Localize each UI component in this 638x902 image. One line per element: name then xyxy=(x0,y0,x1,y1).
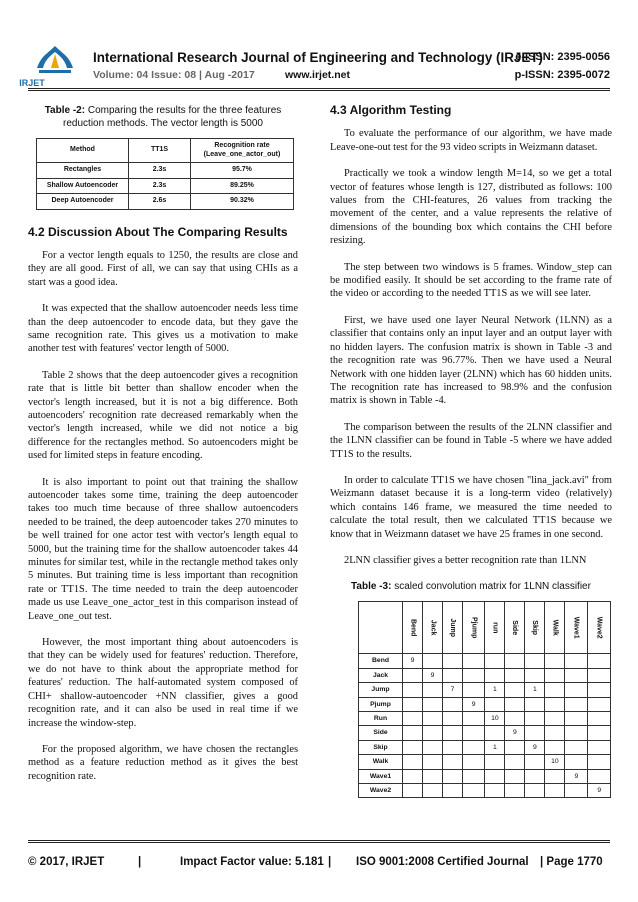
table3-cell: 10 xyxy=(545,755,565,769)
table3-cell xyxy=(403,726,423,740)
journal-website[interactable]: www.irjet.net xyxy=(285,69,350,81)
table-row xyxy=(359,755,611,769)
table3-cell: 9 xyxy=(565,769,588,783)
table2-caption-label: Table -2: xyxy=(44,105,86,116)
table-2 xyxy=(36,138,294,210)
p-issn: p-ISSN: 2395-0072 xyxy=(514,69,610,81)
table3-cell xyxy=(505,769,525,783)
logo-text: IRJET xyxy=(19,78,45,88)
table3-cell xyxy=(545,740,565,754)
table3-cell xyxy=(505,740,525,754)
table-row xyxy=(359,697,611,711)
table3-cell xyxy=(443,769,463,783)
table3-cell xyxy=(443,697,463,711)
table-row xyxy=(37,178,294,194)
table2-cell: 2.3s xyxy=(129,178,191,194)
table3-row-label: Pjump xyxy=(359,697,403,711)
table3-cell: 1 xyxy=(525,683,545,697)
table2-cell: 2.6s xyxy=(129,194,191,210)
table3-cell xyxy=(403,769,423,783)
table3-caption-text: scaled convolution matrix for 1LNN classifier xyxy=(391,581,591,593)
table3-cell: 9 xyxy=(463,697,485,711)
table3-cell: 9 xyxy=(403,654,423,668)
page-header xyxy=(0,0,638,92)
table3-row-label: Wave1 xyxy=(359,769,403,783)
table3-caption-label: Table -3: xyxy=(351,581,392,593)
table3-cell xyxy=(525,697,545,711)
paragraph: The step between two windows is 5 frames. Window_step can be modified easily. It should be set according to the frame rate of the video or according to the needed TT1S as we will see later. xyxy=(330,261,612,300)
table3-col-label: Side xyxy=(511,620,519,636)
table3-cell xyxy=(423,769,443,783)
table3-cell xyxy=(545,769,565,783)
table3-cell xyxy=(565,755,588,769)
table3-cell xyxy=(588,769,611,783)
table3-cell xyxy=(463,755,485,769)
table3-row-label: Skip xyxy=(359,740,403,754)
table3-cell xyxy=(588,683,611,697)
table3-cell xyxy=(443,668,463,682)
table3-col-header xyxy=(565,602,588,654)
table3-cell xyxy=(463,726,485,740)
table3-cell xyxy=(463,668,485,682)
table3-cell xyxy=(403,784,423,798)
table2-cell: 89.25% xyxy=(191,178,294,194)
table3-cell xyxy=(403,697,423,711)
table3-cell xyxy=(485,654,505,668)
header-rule-2 xyxy=(28,90,610,91)
table3-cell xyxy=(463,654,485,668)
paragraph: The comparison between the results of the 2LNN classifier and the 1LNN classifier can be found in Table -5 where we have added TT1S to the results. xyxy=(330,421,612,460)
left-column xyxy=(28,104,298,796)
table3-cell xyxy=(525,755,545,769)
table2-cell: 2.3s xyxy=(129,163,191,179)
table3-col-header xyxy=(545,602,565,654)
table3-cell xyxy=(485,784,505,798)
table3-cell xyxy=(403,683,423,697)
table3-cell xyxy=(423,654,443,668)
table3-cell xyxy=(403,712,423,726)
table3-col-label: Wave1 xyxy=(573,616,581,639)
table3-cell xyxy=(463,769,485,783)
table3-cell xyxy=(443,654,463,668)
table3-col-header xyxy=(485,602,505,654)
paragraph: To evaluate the performance of our algorithm, we have made Leave-one-out test for the 93 video scripts in Weizmann dataset. xyxy=(330,128,612,153)
table3-cell xyxy=(565,683,588,697)
table3-cell xyxy=(403,668,423,682)
table2-cell: 90.32% xyxy=(191,194,294,210)
header-rule xyxy=(28,88,610,89)
table2-header-method: Method xyxy=(37,139,129,163)
table3-caption xyxy=(330,580,612,593)
paragraph: In order to calculate TT1S we have chosen "lina_jack.avi" from Weizmann dataset because it is a long-term video (relatively) which contains 146 frame, we measured the time needed to calculate the total result, then we calculated TT1S because we know that in Weizmann dataset we have 25 frames in one second. xyxy=(330,474,612,540)
table3-cell xyxy=(505,668,525,682)
table3-cell xyxy=(485,697,505,711)
table3-col-label: Wave2 xyxy=(595,616,603,639)
table3-cell xyxy=(463,740,485,754)
table3-cell xyxy=(588,740,611,754)
table3-cell xyxy=(588,755,611,769)
table3-cell xyxy=(565,784,588,798)
table3-cell xyxy=(485,755,505,769)
table3-corner xyxy=(359,602,403,654)
footer-separator: | xyxy=(138,856,142,868)
table3-cell: 9 xyxy=(423,668,443,682)
table3-row-label: Jump xyxy=(359,683,403,697)
section-heading-4-2: 4.2 Discussion About The Comparing Results xyxy=(28,224,288,239)
table3-col-header xyxy=(403,602,423,654)
table2-cell: Shallow Autoencoder xyxy=(37,178,129,194)
table3-cell xyxy=(505,697,525,711)
table3-cell xyxy=(463,683,485,697)
table3-cell xyxy=(443,712,463,726)
table2-caption-text: Comparing the results for the three features reduction methods. The vector length is 5000 xyxy=(63,105,282,129)
table3-cell: 9 xyxy=(588,784,611,798)
table3-col-label: Walk xyxy=(551,619,559,636)
footer-iso: ISO 9001:2008 Certified Journal xyxy=(356,856,529,868)
table3-cell xyxy=(545,784,565,798)
table3-cell xyxy=(565,726,588,740)
table3-row-label: Run xyxy=(359,712,403,726)
table2-cell: Deep Autoencoder xyxy=(37,194,129,210)
table3-cell xyxy=(505,654,525,668)
table-row xyxy=(359,784,611,798)
table-row xyxy=(359,712,611,726)
paragraph: First, we have used one layer Neural Network (1LNN) as a classifier that contains only an input layer and an output layer with no hidden layers. The confusion matrix is shown in Table -3 and the recognition rate was 96.77%. Then we have used a Neural Network with one hidden layer (2LNN) which has 60 hidden units. The recognition rate has increased to 98.9% and the confusion matrix is shown in Table -4. xyxy=(330,314,612,407)
e-issn: e-ISSN: 2395-0056 xyxy=(515,51,610,63)
irjet-logo-icon xyxy=(33,44,77,76)
paragraph: 2LNN classifier gives a better recognition rate than 1LNN xyxy=(344,554,587,566)
table3-cell: 1 xyxy=(485,683,505,697)
table2-caption xyxy=(28,104,298,130)
table3-cell xyxy=(565,654,588,668)
table3-cell: 7 xyxy=(443,683,463,697)
table3-col-label: Pjump xyxy=(470,617,478,639)
table3-cell: 9 xyxy=(525,740,545,754)
footer-rule-2 xyxy=(28,842,610,843)
table3-cell xyxy=(545,712,565,726)
table3-header-row xyxy=(359,602,611,654)
table3-col-label: Jack xyxy=(429,620,437,636)
table3-cell xyxy=(505,755,525,769)
table3-cell xyxy=(588,654,611,668)
section-heading-4-3: 4.3 Algorithm Testing xyxy=(330,103,452,117)
table3-row-label: Side xyxy=(359,726,403,740)
table3-cell xyxy=(423,784,443,798)
table3-cell xyxy=(443,784,463,798)
table3-row-label: Walk xyxy=(359,755,403,769)
paragraph: For the proposed algorithm, we have chosen the rectangles method as a feature reduction method as it gives the best recognition rate. xyxy=(28,743,298,782)
table3-cell: 10 xyxy=(485,712,505,726)
table2-header-rate: Recognition rate (Leave_one_actor_out) xyxy=(191,139,294,163)
table3-cell xyxy=(463,784,485,798)
footer-page-number: | Page 1770 xyxy=(540,856,603,868)
table3-cell xyxy=(545,668,565,682)
footer-separator: | xyxy=(328,856,332,868)
table3-cell xyxy=(545,683,565,697)
table3-cell xyxy=(588,697,611,711)
table3-row-label: Jack xyxy=(359,668,403,682)
table-row xyxy=(37,194,294,210)
table3-cell xyxy=(403,755,423,769)
table2-cell: Rectangles xyxy=(37,163,129,179)
table2-header-row xyxy=(37,139,294,163)
table3-cell xyxy=(565,697,588,711)
table3-cell xyxy=(443,755,463,769)
table3-cell xyxy=(525,784,545,798)
table3-row-label: Wave2 xyxy=(359,784,403,798)
table3-cell xyxy=(525,769,545,783)
table3-cell: 9 xyxy=(505,726,525,740)
table3-cell xyxy=(423,697,443,711)
table3-cell xyxy=(545,697,565,711)
table-3 xyxy=(358,601,611,798)
table-row xyxy=(359,726,611,740)
table3-cell xyxy=(588,726,611,740)
table3-cell xyxy=(525,654,545,668)
table3-cell xyxy=(545,726,565,740)
right-column xyxy=(330,104,612,798)
table3-cell xyxy=(485,668,505,682)
paragraph: Practically we took a window length M=14, so we get a total vector of features whose length is 127, distributed as follows: 100 values from the CHI-features, 26 values from tracking the movement of the center, and a value represents the relative of dimensions of the bounding box which contains the CHI before resizing. xyxy=(330,168,612,247)
table3-cell xyxy=(565,712,588,726)
table3-cell xyxy=(565,668,588,682)
table3-col-header xyxy=(463,602,485,654)
table3-col-header xyxy=(423,602,443,654)
table3-cell xyxy=(485,726,505,740)
table3-cell xyxy=(423,683,443,697)
footer-impact-factor: Impact Factor value: 5.181 xyxy=(180,856,324,868)
footer-rule xyxy=(28,840,610,841)
table3-cell xyxy=(423,726,443,740)
paragraph: Table 2 shows that the deep autoencoder gives a recognition rate that is little bit better than shallow encoder when the vector's length increased, but it is not a big difference. Both autoencoders' recognition rate decreased remarkably when the vector's length increased, while we did not notice a big difference for the rectangles method. So autoencoders might be used for limited steps in feature encoding. xyxy=(28,369,298,462)
table-row xyxy=(359,668,611,682)
table3-col-header xyxy=(588,602,611,654)
table-row xyxy=(359,683,611,697)
table3-cell xyxy=(403,740,423,754)
table-row xyxy=(359,654,611,668)
table3-col-label: run xyxy=(491,622,499,634)
table3-col-header xyxy=(525,602,545,654)
table3-cell xyxy=(588,712,611,726)
paragraph: For a vector length equals to 1250, the results are close and they are all good. First of all, we can say that using CHIs as a start was a good idea. xyxy=(28,249,298,288)
table3-row-label: Bend xyxy=(359,654,403,668)
journal-title: International Research Journal of Engineering and Technology (IRJET) xyxy=(93,50,543,65)
table3-cell xyxy=(485,769,505,783)
table3-cell xyxy=(505,784,525,798)
paragraph: It was expected that the shallow autoencoder needs less time than the deep autoencoder to encode data, but they gave the same recognition rate. This gives us a motivation to make another test with features' vector length of 5000. xyxy=(28,303,298,355)
table3-cell xyxy=(525,668,545,682)
table3-cell xyxy=(545,654,565,668)
table3-col-label: Bend xyxy=(409,619,417,637)
table3-cell xyxy=(423,740,443,754)
table-row xyxy=(359,769,611,783)
paragraph: It is also important to point out that training the shallow autoencoder takes some time, training the deep autoencoder takes too much time because of three shallow autoencoders needed to be trained, the deep autoencoder takes 270 minutes to be well trained for one actor test with vector's length equal to 5000, but the training time for the shallow autoencoder takes 44 minutes for similar test, while in the rectangle method takes only 5 minutes. But training time is less important than recognition rate or TT1S. The time needed to train the deep autoencoder made us use Leave_one_actor_test in this comparison instead of Leave_one_out test. xyxy=(28,476,298,622)
table3-col-header xyxy=(443,602,463,654)
table3-cell xyxy=(423,755,443,769)
table3-cell xyxy=(443,726,463,740)
table3-cell xyxy=(443,740,463,754)
table-row xyxy=(37,163,294,179)
table3-cell xyxy=(525,712,545,726)
table3-col-label: Skip xyxy=(531,620,539,636)
table2-cell: 95.7% xyxy=(191,163,294,179)
table3-cell xyxy=(423,712,443,726)
table3-cell: 1 xyxy=(485,740,505,754)
table3-cell xyxy=(505,712,525,726)
table3-cell xyxy=(505,683,525,697)
table3-cell xyxy=(463,712,485,726)
volume-issue: Volume: 04 Issue: 08 | Aug -2017 xyxy=(93,69,255,81)
table2-header-tt1s: TT1S xyxy=(129,139,191,163)
footer-copyright: © 2017, IRJET xyxy=(28,856,105,868)
paragraph: However, the most important thing about autoencoders is that they can be widely used for features' reduction. Therefore, we do not have to think about the appropriate method for features' reduction. The half-automated system composed of CHI+ shallow-autoencoder +NN classifier, gives a good recognition rate, and it can also be used in real time if we increase the window-step. xyxy=(28,637,298,729)
table3-cell xyxy=(588,668,611,682)
table3-cell xyxy=(565,740,588,754)
table3-cell xyxy=(525,726,545,740)
table3-col-header xyxy=(505,602,525,654)
table-row xyxy=(359,740,611,754)
table3-col-label: Jump xyxy=(449,618,457,638)
